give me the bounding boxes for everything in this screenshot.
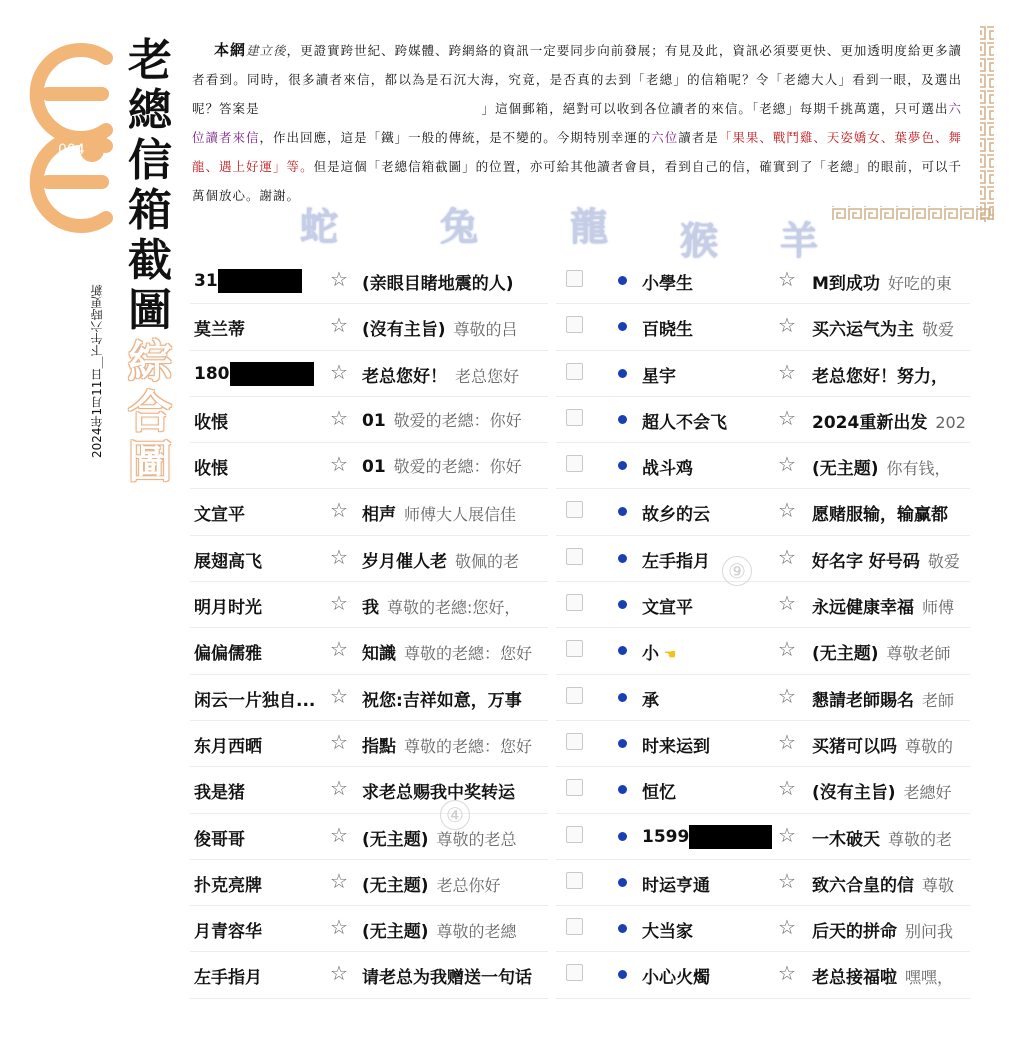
subject-text: 祝您:吉祥如意，万事: [362, 690, 522, 711]
mail-subject: [362, 639, 532, 664]
mail-row[interactable]: [556, 952, 970, 998]
subject-text: 岁月催人老: [362, 551, 447, 572]
sender-name: [194, 593, 326, 618]
mail-preview: 敬爱: [927, 551, 960, 571]
subject-text: 买六运气为主: [812, 320, 914, 341]
star-icon[interactable]: ☆: [778, 868, 796, 893]
sender-text: 时来运到: [642, 736, 710, 757]
subject-text: 老总接福啦: [812, 968, 897, 989]
logo-number: 004: [58, 142, 85, 158]
mail-preview: 老总您好: [455, 366, 520, 386]
subject-text: 永远健康幸福: [812, 598, 914, 619]
subject-text: 买猪可以吗: [812, 736, 897, 757]
unread-dot: [618, 646, 627, 655]
row-checkbox[interactable]: [566, 826, 583, 843]
intro-highlight-2: 六位: [651, 130, 679, 145]
sender-text: 时运亨通: [642, 875, 710, 896]
mail-preview: 敬爱: [922, 320, 955, 340]
star-icon[interactable]: ☆: [330, 683, 348, 708]
star-icon[interactable]: ☆: [330, 313, 348, 338]
zodiac-char: 蛇: [300, 204, 341, 249]
star-icon[interactable]: ☆: [330, 868, 348, 893]
mail-preview: 师傅大人展信佳: [404, 505, 517, 525]
sender-text: 俊哥哥: [194, 829, 245, 850]
mail-row[interactable]: [556, 304, 970, 350]
sender-name: [642, 732, 772, 757]
row-checkbox[interactable]: [566, 872, 583, 889]
intro-highlight-1: 六位讀者來信: [192, 101, 962, 145]
mail-row[interactable]: [190, 767, 548, 813]
mail-row[interactable]: [556, 489, 970, 535]
mail-subject: [362, 732, 532, 757]
intro-text-3: ，作出回應，這是「鐵」一般的傳統，是不變的。今期特別幸運的: [259, 130, 652, 145]
mail-preview: 敬爱的老總：你好: [393, 410, 522, 430]
intro-text-4: 讀者是: [678, 130, 719, 145]
row-checkbox[interactable]: [566, 363, 583, 380]
row-checkbox[interactable]: [566, 964, 583, 981]
subject-text: 后天的拼命: [812, 922, 897, 943]
mail-row[interactable]: [556, 536, 970, 582]
sender-name: [642, 778, 772, 803]
mail-subject: [812, 871, 954, 896]
mail-subject: [812, 408, 966, 433]
subject-text: 愿赌服输，输赢都: [812, 505, 948, 526]
mail-row[interactable]: [190, 397, 548, 443]
subject-text: 致六合皇的信: [812, 875, 914, 896]
sender-text: 我是猪: [194, 783, 245, 804]
mail-row[interactable]: [556, 582, 970, 628]
row-checkbox[interactable]: [566, 501, 583, 518]
star-icon[interactable]: ☆: [778, 822, 796, 847]
subtitle-char: 圖: [128, 437, 172, 488]
subject-text: 请老总为我赠送一句话: [362, 968, 532, 989]
title-char: 圖: [128, 285, 172, 336]
sender-text: 偏偏儒雅: [194, 644, 262, 665]
unread-dot: [618, 322, 627, 331]
subject-text: 相声: [362, 505, 396, 526]
sender-name: [642, 362, 772, 387]
mail-subject: [362, 778, 515, 803]
subject-text: (无主题): [812, 644, 879, 665]
sender-text: 超人不会飞: [642, 412, 727, 433]
sender-name: [194, 362, 326, 386]
star-icon[interactable]: ☆: [330, 729, 348, 754]
sender-text: 文宣平: [642, 598, 693, 619]
sender-name: [194, 269, 326, 293]
star-icon[interactable]: ☆: [778, 637, 796, 662]
sender-name: [194, 547, 326, 572]
mail-subject: [812, 825, 952, 850]
mail-row[interactable]: [556, 258, 970, 304]
row-checkbox[interactable]: [566, 270, 583, 287]
mail-row[interactable]: [556, 906, 970, 952]
sender-name: [194, 686, 326, 711]
subject-text: M到成功: [812, 274, 880, 294]
star-icon[interactable]: ☆: [778, 729, 796, 754]
sender-text: 承: [642, 690, 659, 711]
star-icon[interactable]: ☆: [778, 776, 796, 801]
sender-text: 大当家: [642, 922, 693, 943]
mail-row[interactable]: [190, 489, 548, 535]
sender-name: [642, 963, 772, 988]
star-icon[interactable]: ☆: [330, 637, 348, 662]
title-char: 總: [128, 85, 172, 136]
mail-subject: [812, 639, 951, 664]
unread-dot: [618, 878, 627, 887]
redaction-block: [230, 362, 314, 386]
star-icon[interactable]: ☆: [330, 405, 348, 430]
star-icon[interactable]: ☆: [330, 544, 348, 569]
star-icon[interactable]: ☆: [330, 359, 348, 384]
star-icon[interactable]: ☆: [778, 961, 796, 986]
mail-preview: 老總好: [903, 783, 952, 803]
star-icon[interactable]: ☆: [778, 452, 796, 477]
mail-preview: 敬佩的老: [455, 551, 520, 571]
mail-row[interactable]: [556, 860, 970, 906]
sender-text: 文宣平: [194, 505, 245, 526]
sender-name: [194, 917, 326, 942]
mail-row[interactable]: [556, 628, 970, 674]
sender-text: 31: [194, 271, 218, 291]
mail-row[interactable]: [190, 536, 548, 582]
mail-preview: 尊敬的老總：您好: [404, 736, 533, 756]
title-char: 老: [128, 35, 172, 86]
mail-row[interactable]: [556, 351, 970, 397]
mail-subject: [812, 547, 960, 572]
sender-name: [642, 825, 772, 849]
zodiac-char: 兔: [440, 204, 481, 249]
title-char: 截: [128, 235, 172, 286]
subject-text: (无主题): [362, 922, 429, 943]
subject-text: 懇請老師賜名: [812, 690, 914, 711]
mail-preview: 尊敬的吕: [453, 320, 518, 340]
row-checkbox[interactable]: [566, 733, 583, 750]
subject-text: (亲眼目睹地震的人): [362, 274, 514, 294]
mail-preview: 尊敬的: [905, 736, 954, 756]
unread-dot: [618, 785, 627, 794]
mail-subject: [812, 778, 952, 803]
sender-name: [194, 639, 326, 664]
mail-preview: 尊敬的老总: [436, 829, 517, 849]
mail-preview: 尊敬老師: [886, 644, 951, 664]
sender-text: 展翅高飞: [194, 551, 262, 572]
sender-text: 收悵: [194, 412, 228, 433]
sender-name: [194, 315, 326, 340]
sender-text: 莫兰蒂: [194, 320, 245, 341]
subject-text: (沒有主旨): [812, 783, 896, 804]
mail-preview: 尊敬: [922, 875, 955, 895]
mail-row[interactable]: [556, 814, 970, 860]
subject-text: (无主题): [812, 459, 879, 480]
sender-text: 恒忆: [642, 783, 676, 804]
subject-text: 一木破天: [812, 829, 880, 850]
intro-text-1: ，更證實跨世紀、跨媒體、跨網絡的資訊一定要同步向前發展；有見及此，資訊必須要更快、更加透明度給更多讀者看到。同時，很多讀者來信，都以為是石沉大海，究竟，是否真的去到「老總」的信箱呢？令「老總大人」看到一眼，及選出呢？答案是: [192, 43, 962, 116]
mail-preview: 202: [935, 412, 966, 432]
redaction-block: [218, 269, 302, 293]
subject-text: (无主题): [362, 829, 429, 850]
mail-row[interactable]: [190, 304, 548, 350]
star-icon[interactable]: ☆: [778, 359, 796, 384]
subject-text: 好名字 好号码: [812, 551, 920, 572]
unread-dot: [618, 924, 627, 933]
mail-subject: [362, 825, 517, 850]
row-checkbox[interactable]: [566, 779, 583, 796]
unread-dot: [618, 739, 627, 748]
subject-text: 01: [362, 457, 386, 478]
sender-text: 小學生: [642, 274, 693, 294]
logo-image: [18, 38, 118, 238]
unread-dot: [618, 461, 627, 470]
mail-row[interactable]: [190, 814, 548, 860]
mail-subject: [812, 593, 954, 618]
star-icon[interactable]: ☆: [778, 591, 796, 616]
sender-text: 左手指月: [642, 551, 710, 572]
intro-handwritten: 建立後: [246, 43, 287, 58]
mail-subject: [812, 362, 948, 387]
greek-key-border: [832, 26, 998, 222]
row-checkbox[interactable]: [566, 687, 583, 704]
star-icon[interactable]: ☆: [778, 313, 796, 338]
zodiac-char: 猴: [680, 218, 721, 263]
row-checkbox[interactable]: [566, 409, 583, 426]
mail-row[interactable]: [190, 721, 548, 767]
mail-preview: 尊敬的老: [888, 829, 953, 849]
row-checkbox[interactable]: [566, 640, 583, 657]
unread-dot: [618, 507, 627, 516]
subject-text: (无主题): [362, 875, 429, 896]
star-icon[interactable]: ☆: [330, 591, 348, 616]
mail-subject: [362, 454, 522, 477]
mail-subject: [812, 269, 952, 294]
sender-text: 明月时光: [194, 598, 262, 619]
sender-text: 扑克亮牌: [194, 875, 262, 896]
sender-name: [642, 269, 772, 294]
mail-subject: [362, 315, 518, 340]
mail-row[interactable]: [190, 906, 548, 952]
mail-row[interactable]: [190, 675, 548, 721]
update-date: 2024年1月11日＿下午六時更新: [90, 284, 104, 458]
sender-name: [194, 963, 326, 988]
star-icon[interactable]: ☆: [778, 405, 796, 430]
mail-subject: [812, 732, 953, 757]
star-icon[interactable]: ☆: [778, 915, 796, 940]
sender-name: [194, 871, 326, 896]
mail-row[interactable]: [190, 443, 548, 489]
mail-row[interactable]: [190, 628, 548, 674]
mail-preview: 别问我: [905, 922, 954, 942]
subject-text: 我: [362, 598, 379, 619]
sender-text: 180: [194, 363, 230, 384]
sender-name: [642, 639, 772, 664]
sender-name: [194, 732, 326, 757]
subject-text: 老总您好！努力，: [812, 366, 948, 387]
sender-name: [642, 686, 772, 711]
star-icon[interactable]: ☆: [330, 822, 348, 847]
intro-text-2: 」這個郵箱，絕對可以收到各位讀者的來信。「老總」每期千挑萬選，只可選出: [481, 101, 949, 116]
unread-dot: [618, 832, 627, 841]
subject-text: 01: [362, 410, 386, 431]
mail-row[interactable]: [190, 258, 548, 304]
zodiac-char: 龍: [570, 204, 611, 249]
mail-subject: [362, 547, 519, 572]
subject-text: 知識: [362, 644, 396, 665]
sender-name: [642, 408, 772, 433]
mail-subject: [362, 500, 516, 525]
star-icon[interactable]: ☆: [778, 544, 796, 569]
mail-row[interactable]: [556, 443, 970, 489]
star-icon[interactable]: ☆: [330, 452, 348, 477]
mail-preview: 你有钱，: [886, 459, 951, 479]
mail-subject: [812, 454, 951, 479]
mail-subject: [362, 269, 514, 294]
sender-name: [642, 454, 772, 479]
sender-name: [642, 547, 772, 572]
sender-name: [642, 315, 772, 340]
sender-name: [642, 593, 772, 618]
row-checkbox[interactable]: [566, 548, 583, 565]
sender-name: [194, 408, 326, 433]
subtitle-char: 合: [128, 387, 172, 438]
unread-dot: [618, 369, 627, 378]
mail-subject: [362, 963, 532, 988]
page-title: [124, 36, 176, 488]
sender-text: 1599: [642, 826, 690, 847]
mail-subject: [362, 686, 522, 711]
subject-text: (沒有主旨): [362, 320, 446, 341]
mail-subject: [812, 963, 953, 988]
unread-dot: [618, 693, 627, 702]
sender-text: 月青容华: [194, 922, 262, 943]
watermark-circle: ④: [440, 800, 470, 830]
mail-list-left: [190, 258, 548, 999]
sender-text: 东月西晒: [194, 736, 262, 757]
mail-preview: 嘿嘿，: [905, 968, 954, 988]
mail-row[interactable]: [556, 767, 970, 813]
mail-subject: [812, 500, 948, 525]
star-icon[interactable]: ☆: [330, 498, 348, 523]
intro-text-5: 但是這個「老總信箱截圖」的位置，亦可給其他讀者會員，看到自己的信，確實到了「老總」的眼前，可以千萬個放心。謝謝。: [192, 159, 962, 203]
mail-preview: 老師: [922, 690, 955, 710]
row-checkbox[interactable]: [566, 455, 583, 472]
star-icon[interactable]: ☆: [330, 961, 348, 986]
subject-text: 指點: [362, 736, 396, 757]
title-char: 信: [128, 135, 172, 186]
sender-text: 战斗鸡: [642, 459, 693, 480]
unread-dot: [618, 970, 627, 979]
mail-preview: 敬爱的老總：你好: [393, 457, 522, 477]
unread-dot: [618, 554, 627, 563]
sender-text: 故乡的云: [642, 505, 710, 526]
mail-row[interactable]: [556, 721, 970, 767]
mail-preview: 好吃的東: [887, 274, 952, 293]
mail-row[interactable]: [556, 397, 970, 443]
mail-subject: [362, 408, 522, 431]
mail-row[interactable]: [190, 952, 548, 998]
mail-subject: [812, 917, 953, 942]
star-icon[interactable]: ☆: [330, 915, 348, 940]
row-checkbox[interactable]: [566, 918, 583, 935]
sender-text: 左手指月: [194, 968, 262, 989]
sender-text: 小心火燭: [642, 968, 710, 989]
watermark-circle: ⑨: [722, 556, 752, 586]
intro-lead: 本網: [214, 41, 247, 59]
mail-row[interactable]: [556, 675, 970, 721]
star-icon[interactable]: ☆: [778, 498, 796, 523]
sender-name: [642, 871, 772, 896]
sender-text: 星宇: [642, 366, 676, 387]
mail-subject: [362, 917, 517, 942]
sender-name: [194, 500, 326, 525]
sender-text: 收悵: [194, 459, 228, 480]
zodiac-watermark: [300, 196, 860, 263]
mail-row[interactable]: [190, 860, 548, 906]
unread-dot: [618, 276, 627, 285]
mail-subject: [362, 871, 501, 896]
star-icon[interactable]: ☆: [330, 267, 348, 291]
mail-preview: 老总你好: [436, 875, 501, 895]
mail-preview: 尊敬的老總:您好，: [387, 598, 521, 618]
zodiac-char: 羊: [780, 218, 821, 263]
mail-preview: 师傅: [922, 598, 955, 618]
subject-text: 老总您好！: [362, 366, 447, 387]
mail-subject: [812, 686, 954, 711]
sender-text: 闲云一片独自...: [194, 690, 316, 711]
star-icon[interactable]: ☆: [778, 267, 796, 291]
subtitle-char: 綜: [128, 337, 172, 388]
row-checkbox[interactable]: [566, 316, 583, 333]
mail-subject: [812, 315, 954, 340]
sender-name: [194, 454, 326, 479]
mail-preview: 尊敬的老總：您好: [404, 644, 533, 664]
sender-name: [642, 500, 772, 525]
mail-preview: 尊敬的老總: [436, 922, 517, 942]
sender-name: [642, 917, 772, 942]
star-icon[interactable]: ☆: [330, 776, 348, 801]
redaction-block: [689, 825, 772, 849]
sender-text: 百晓生: [642, 320, 693, 341]
unread-dot: [618, 415, 627, 424]
mail-subject: [362, 593, 520, 618]
subject-text: 2024重新出发: [812, 412, 928, 433]
mail-row[interactable]: [190, 582, 548, 628]
intro-highlight-3: 「果果、戰鬥雞、天姿嬌女、葉夢色、舞龍、遇上好運」等。: [192, 130, 962, 174]
sender-name: [194, 778, 326, 803]
star-icon[interactable]: ☆: [778, 683, 796, 708]
row-checkbox[interactable]: [566, 594, 583, 611]
mail-row[interactable]: [190, 351, 548, 397]
pointing-hand-icon: ☚: [659, 647, 677, 664]
mail-subject: [362, 362, 519, 387]
mail-list-right: [556, 258, 970, 999]
sender-text: 小: [642, 644, 659, 665]
unread-dot: [618, 600, 627, 609]
subject-text: 求老总赐我中奖转运: [362, 783, 515, 804]
sender-name: [194, 825, 326, 850]
title-char: 箱: [128, 185, 172, 236]
